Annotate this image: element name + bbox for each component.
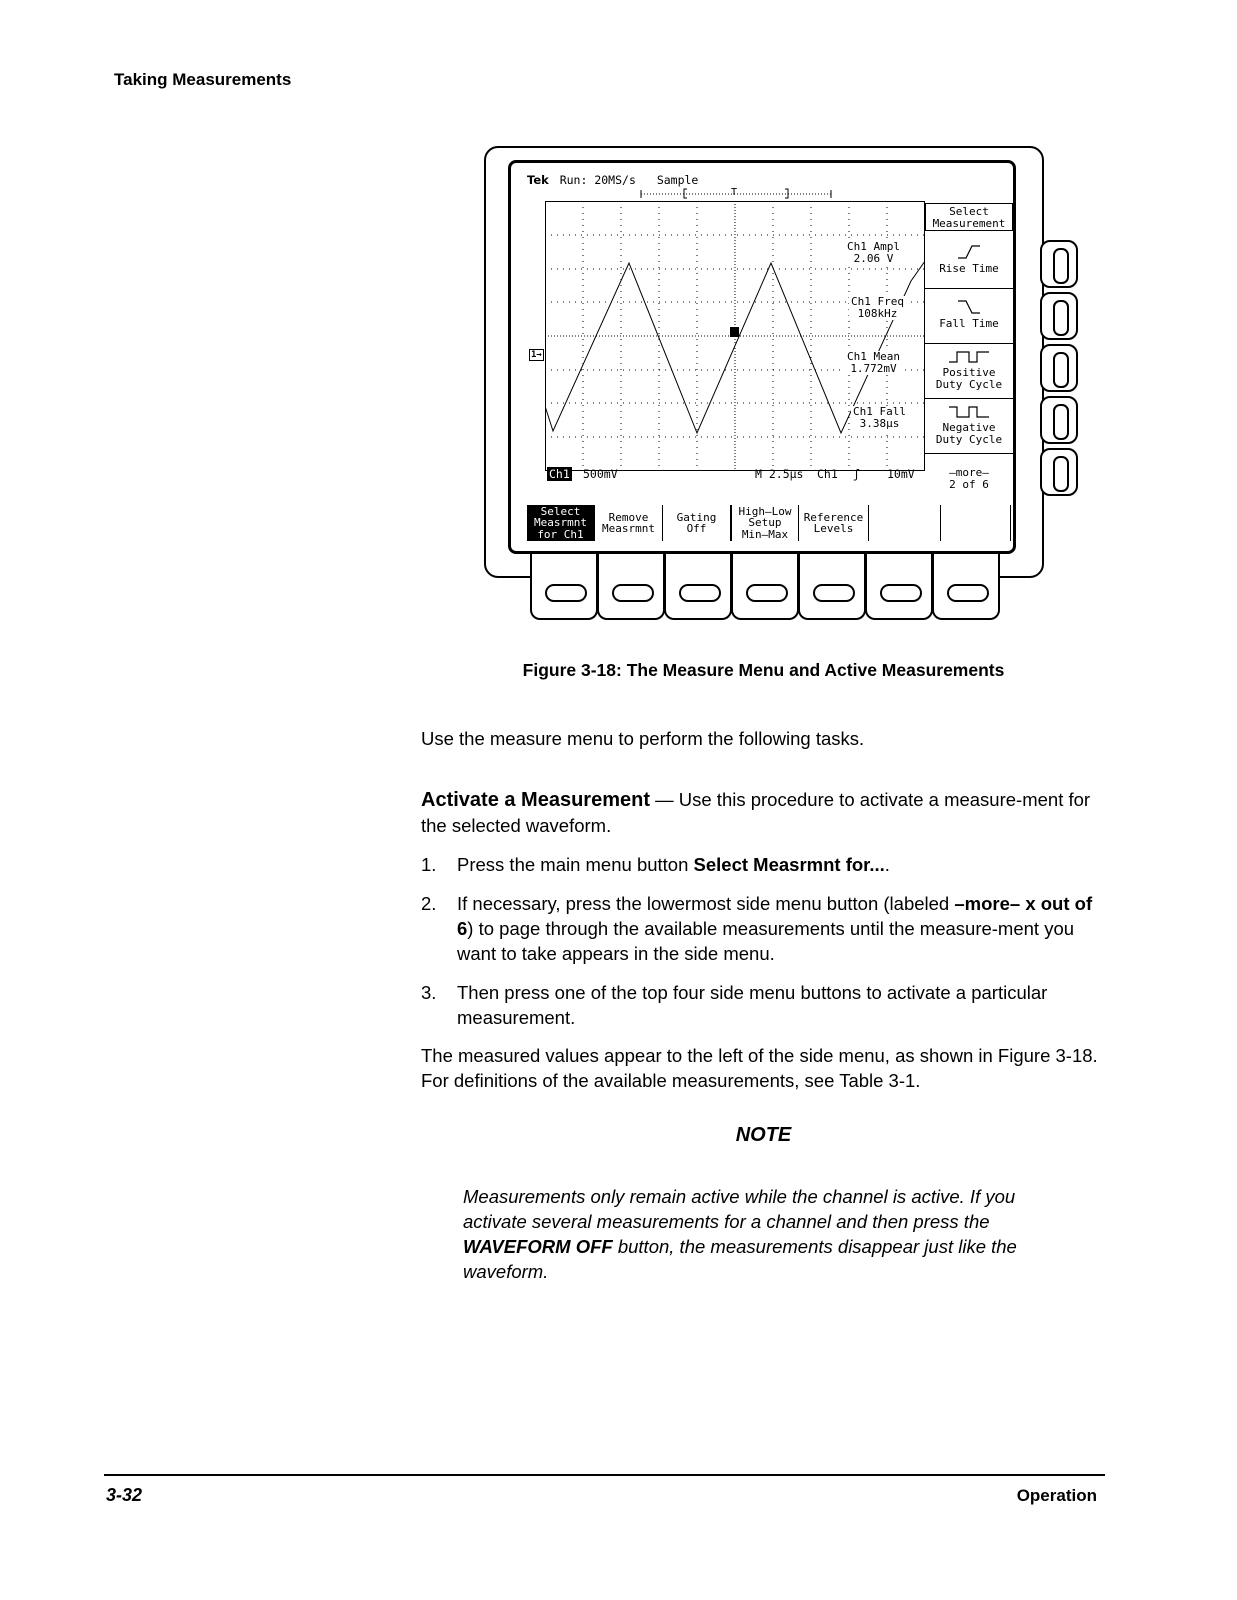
channel-1-ground-marker: 1→ <box>531 350 542 360</box>
measurement-name: Ch1 Fall <box>853 405 906 418</box>
side-menu-item-negative-duty-cycle[interactable]: Negative Duty Cycle <box>925 400 1013 454</box>
bottom-button[interactable] <box>798 554 866 620</box>
measurement-name: Ch1 Freq <box>851 295 904 308</box>
side-button[interactable] <box>1040 344 1078 392</box>
measurement-value: 3.38µs <box>859 417 900 430</box>
bottom-menu-select-measrmnt[interactable]: Select Measrmnt for Ch1 <box>527 505 595 541</box>
bottom-button[interactable] <box>731 554 799 620</box>
side-button[interactable] <box>1040 292 1078 340</box>
trigger-source-readout: Ch1 <box>817 467 838 481</box>
channel-readout-label: Ch1 <box>549 467 570 481</box>
measurement-value: 1.772mV <box>850 362 897 375</box>
intro-paragraph: Use the measure menu to perform the following tasks. <box>421 728 865 749</box>
measurement-value: 2.06 V <box>853 252 894 265</box>
measurement-readout <box>845 241 902 265</box>
measurement-name: Ch1 Mean <box>847 350 900 363</box>
side-menu-item-positive-duty-cycle[interactable]: Positive Duty Cycle <box>925 345 1013 399</box>
timebase-readout: M 2.5µs <box>755 467 804 481</box>
side-button[interactable] <box>1040 240 1078 288</box>
procedure-step: 3. Then press one of the top four side menu buttons to activate a particular measurement. <box>421 982 1048 1028</box>
bottom-menu-high-low-setup[interactable]: High–Low Setup Min–Max <box>731 505 799 541</box>
section-text: — Use this procedure to activate a measure-ment for the selected waveform. <box>421 789 1091 836</box>
side-button[interactable] <box>1040 396 1078 444</box>
bottom-menu-remove-measrmnt[interactable]: Remove Measrmnt <box>595 505 663 541</box>
step-number: 2. <box>421 893 437 914</box>
rise-time-icon <box>954 243 984 261</box>
acquire-mode: Sample <box>656 173 699 187</box>
scope-screen <box>508 160 1016 554</box>
run-status: Run: 20MS/s <box>559 173 636 187</box>
side-menu-item-fall-time[interactable]: Fall Time <box>925 290 1013 344</box>
negative-pulse-icon <box>947 404 991 420</box>
measurement-value: 108kHz <box>857 307 898 320</box>
footer-section: Operation <box>1016 1486 1097 1505</box>
step-number: 1. <box>421 854 437 875</box>
trigger-level-readout: 10mV <box>887 467 915 481</box>
trigger-position-marker: T <box>731 187 738 198</box>
measurement-readout <box>851 406 908 430</box>
positive-pulse-icon <box>947 349 991 365</box>
bottom-button[interactable] <box>530 554 598 620</box>
side-button[interactable] <box>1040 448 1078 496</box>
section-paragraph <box>421 787 1101 838</box>
page-number: 3-32 <box>106 1485 143 1505</box>
bottom-button[interactable] <box>664 554 732 620</box>
bottom-menu-empty-slot[interactable] <box>941 505 1011 541</box>
measurement-readout <box>849 296 906 320</box>
fall-time-icon <box>954 298 984 316</box>
record-view-bar <box>639 185 833 199</box>
bottom-button[interactable] <box>865 554 933 620</box>
result-paragraph: The measured values appear to the left of the side menu, as shown in Figure 3-18. For definitions of the available measurements, see Table 3-1. <box>421 1045 1098 1091</box>
note-title: NOTE <box>735 1124 792 1146</box>
note-body: Measurements only remain active while the channel is active. If you activate several measurements for a channel and then press the WAVEFORM OFF button, the measurements disappear just like the waveform. <box>463 1186 1017 1282</box>
trigger-slope-icon: ʃ <box>853 467 860 481</box>
figure-caption: Figure 3-18: The Measure Menu and Active Measurements <box>522 660 1005 680</box>
measurement-name: Ch1 Ampl <box>847 240 900 253</box>
side-menu <box>925 201 1013 497</box>
bottom-menu <box>527 505 1013 541</box>
bottom-menu-gating[interactable]: Gating Off <box>663 505 731 541</box>
section-title: Activate a Measurement <box>421 789 650 811</box>
footer-rule <box>104 1474 1105 1476</box>
volts-per-div-readout: 500mV <box>583 467 618 481</box>
bottom-button[interactable] <box>597 554 665 620</box>
step-number: 3. <box>421 982 437 1003</box>
side-menu-title: Select Measurement <box>925 203 1013 231</box>
side-menu-item-rise-time[interactable]: Rise Time <box>925 235 1013 289</box>
measurement-readout <box>845 351 902 375</box>
procedure-step: 1. Press the main menu button Select Measrmnt for.... <box>421 854 890 875</box>
brand-label: Tek <box>527 173 549 187</box>
procedure-step: 2. If necessary, press the lowermost side menu button (labeled –more– x out of 6) to page through the available measurements until the measure-ment you want to take appears in the side menu. <box>421 893 1093 964</box>
bottom-button[interactable] <box>932 554 1000 620</box>
bottom-menu-reference-levels[interactable]: Reference Levels <box>799 505 869 541</box>
bottom-menu-empty-slot[interactable] <box>869 505 941 541</box>
running-header: Taking Measurements <box>114 70 292 89</box>
side-menu-more[interactable]: –more– 2 of 6 <box>949 466 989 491</box>
